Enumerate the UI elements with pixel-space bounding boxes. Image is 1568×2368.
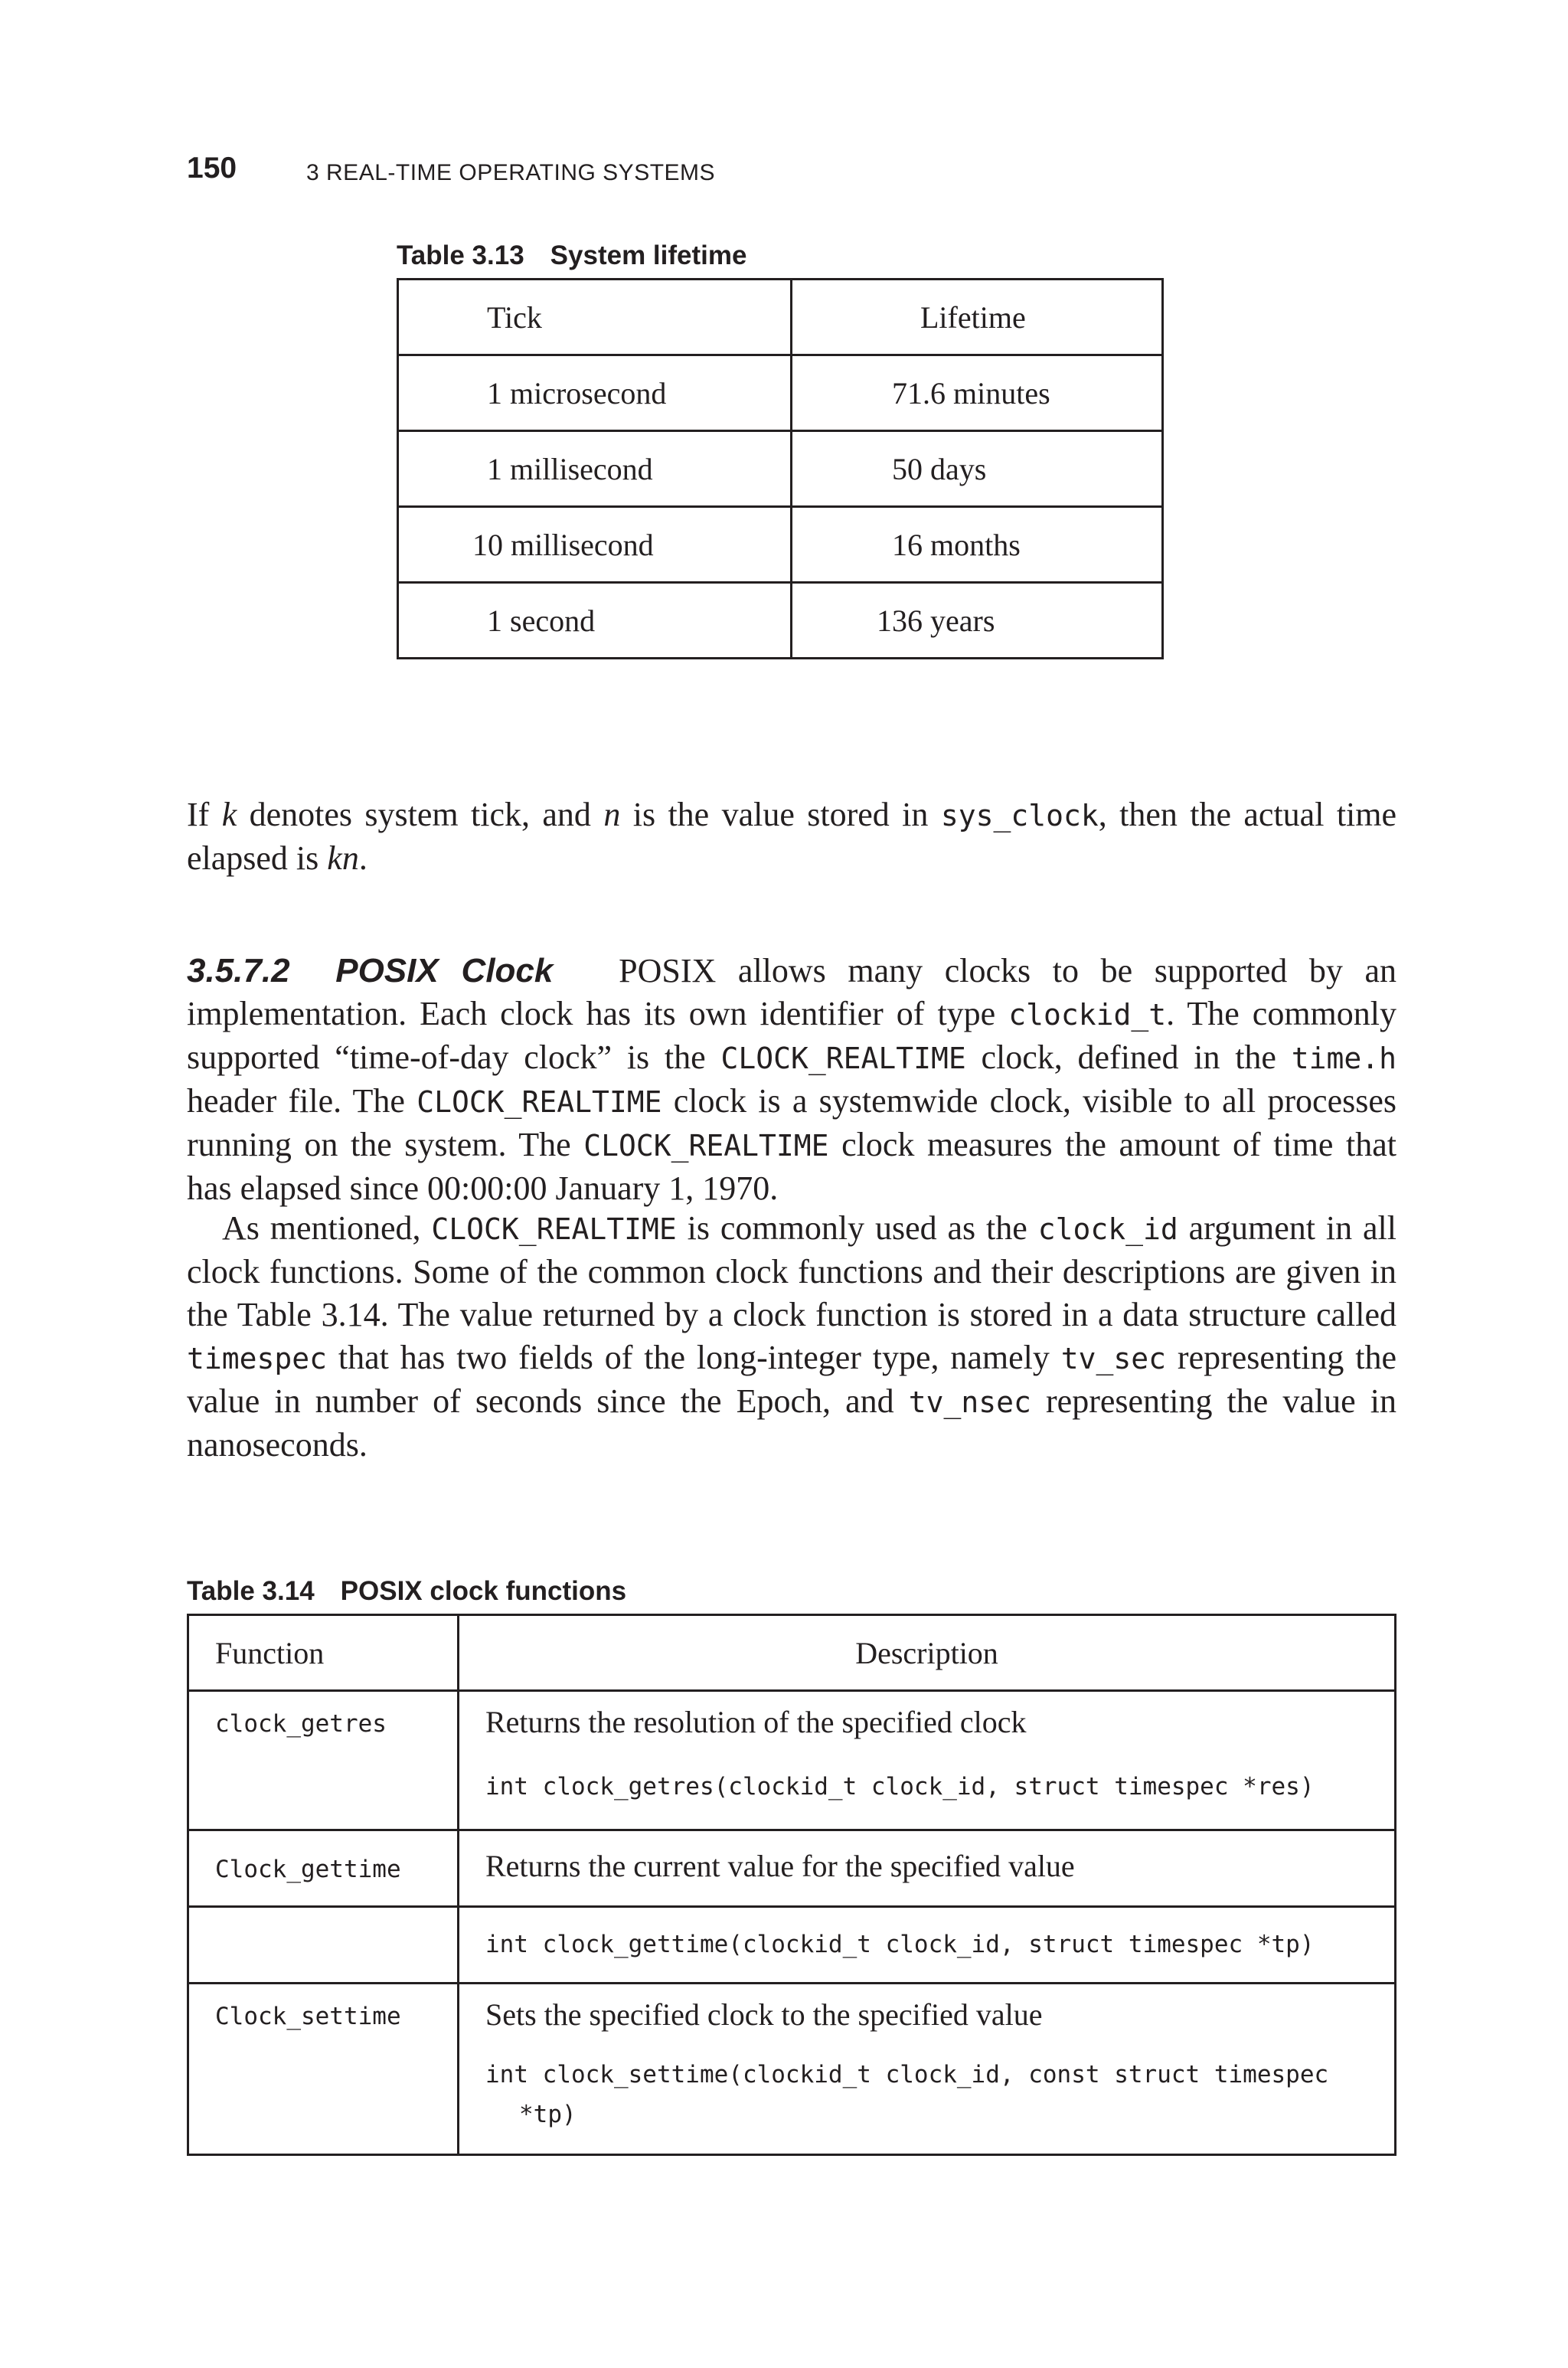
tick-cell: 10 millisecond	[398, 507, 792, 583]
table-header-row	[398, 280, 1163, 355]
table-title: System lifetime	[550, 240, 747, 270]
elapsed-time-paragraph: If k denotes system tick, and n is the value stored in sys_clock, then the actual time elapsed is kn.	[187, 796, 1397, 877]
table-row	[398, 431, 1163, 507]
posix-clock-section-paragraph-2: As mentioned, CLOCK_REALTIME is commonly used as the clock_id argument in all clock functions. Some of the common clock functions and their descriptions are given in the Table 3.14. The value returned by a clock function is stored in a data structure called timespec that has two fields of the long-integer type, namely tv_sec representing the value in number of seconds since the Epoch, and tv_nsec representing the value in nanoseconds.	[187, 1209, 1397, 1464]
table-row	[398, 355, 1163, 431]
code-sys-clock: sys_clock	[940, 799, 1099, 832]
lifetime-cell: 50 days	[792, 431, 1163, 507]
description-cell	[459, 1691, 1396, 1830]
tick-cell: 1 microsecond	[398, 355, 792, 431]
description-cell	[459, 1830, 1396, 1907]
column-header-tick: Tick	[398, 280, 792, 355]
page-number: 150	[187, 152, 237, 185]
tick-cell: 1 second	[398, 583, 792, 659]
function-cell: Clock_settime	[188, 1984, 459, 2155]
table-label: Table 3.13	[397, 240, 524, 270]
lifetime-cell: 71.6 minutes	[792, 355, 1163, 431]
column-header-function: Function	[188, 1615, 459, 1691]
description-text: Returns the resolution of the specified clock	[485, 1705, 1027, 1739]
table-3-13-caption	[397, 240, 746, 271]
lifetime-cell: 16 months	[792, 507, 1163, 583]
function-cell-empty	[188, 1907, 459, 1984]
chapter-title: 3 REAL-TIME OPERATING SYSTEMS	[306, 160, 716, 185]
column-header-description: Description	[459, 1615, 1396, 1691]
function-cell: clock_getres	[188, 1691, 459, 1830]
table-row	[398, 583, 1163, 659]
function-cell: Clock_gettime	[188, 1830, 459, 1907]
posix-clock-functions-table	[187, 1614, 1396, 2156]
function-prototype: int clock_getres(clockid_t clock_id, struct timespec *res)	[485, 1773, 1315, 1801]
running-head	[187, 152, 1396, 198]
section-title: POSIX Clock	[335, 952, 554, 989]
posix-clock-section-paragraph-1: 3.5.7.2 POSIX Clock POSIX allows many clocks to be supported by an implementation. Each clock has its own identifier of type clockid_t. The commonly supported “time-of-day clock” is the CLOCK_REALTIME clock, defined in the time.h header file. The CLOCK_REALTIME clock is a systemwide clock, visible to all processes running on the system. The CLOCK_REALTIME clock measures the amount of time that has elapsed since 00:00:00 January 1, 1970.	[187, 952, 1396, 1207]
table-3-14-caption	[187, 1576, 626, 1607]
table-row	[188, 1984, 1396, 2155]
description-text: Sets the specified clock to the specified value	[485, 1997, 1043, 2032]
table-row	[398, 507, 1163, 583]
section-number: 3.5.7.2	[187, 952, 290, 989]
system-lifetime-table	[397, 278, 1164, 659]
lifetime-cell: 136 years	[792, 583, 1163, 659]
function-prototype: int clock_settime(clockid_t clock_id, const struct timespec *tp)	[485, 2061, 1329, 2128]
description-cell	[459, 1907, 1396, 1984]
table-header-row	[188, 1615, 1396, 1691]
table-label: Table 3.14	[187, 1576, 315, 1606]
function-prototype: int clock_gettime(clockid_t clock_id, struct timespec *tp)	[485, 1931, 1315, 1958]
description-text: Returns the current value for the specified value	[485, 1849, 1075, 1883]
description-cell	[459, 1984, 1396, 2155]
table-row	[188, 1907, 1396, 1984]
table-row	[188, 1691, 1396, 1830]
tick-cell: 1 millisecond	[398, 431, 792, 507]
column-header-lifetime: Lifetime	[792, 280, 1163, 355]
table-title: POSIX clock functions	[340, 1576, 627, 1606]
table-row	[188, 1830, 1396, 1907]
